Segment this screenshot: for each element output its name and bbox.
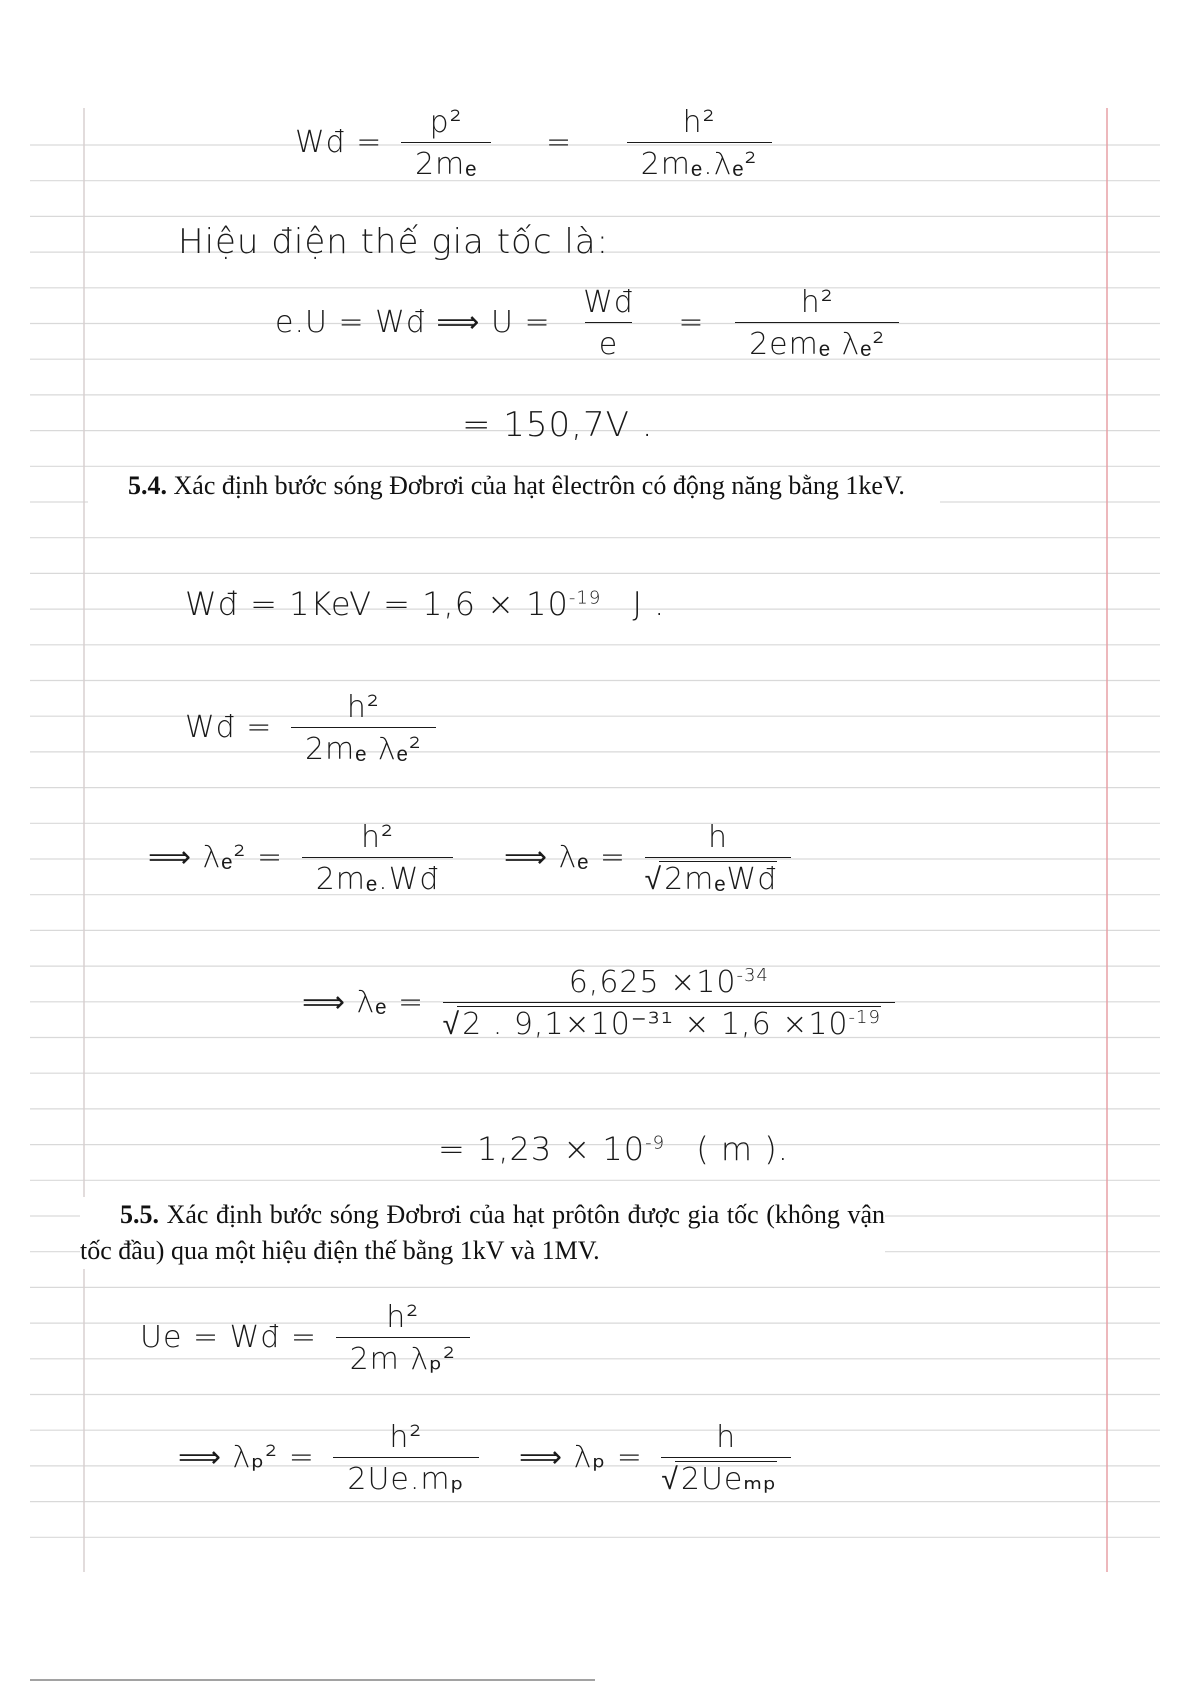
numerator-p2: p² [429,105,463,140]
numerator-h2: h² [346,690,380,725]
formula-ue [140,1300,478,1377]
result-lambda-value: = 1,23 × 10 [438,1130,646,1168]
unit-joule: J . [632,585,666,623]
fraction-h2-over-2me-wd [302,820,454,897]
result-lambda-e [438,1130,789,1168]
wd-1kev-text: Wđ = 1KeV = 1,6 × 10 [185,585,569,623]
denominator-2me: 2mₑ [401,142,491,182]
fraction-p2-over-2me [401,105,491,182]
numerator-h2: h² [682,105,716,140]
denominator-2ue-mp: 2Ue.mₚ [333,1457,478,1497]
numerator-h2: h² [386,1300,420,1335]
implies-lambda: ⟹ λₑ = [503,840,627,875]
implies-lambda-p: ⟹ λₚ = [519,1440,643,1475]
equals-sign: = [545,125,573,160]
numerator-h: h [707,820,728,855]
formula-eU [275,285,907,362]
denominator-2me-wd: 2mₑ.Wđ [302,857,454,897]
fraction-h2-over-2me-lambda2 [291,690,436,767]
formula-wd-1kev [185,585,665,623]
formula-wd-h2 [185,690,444,767]
unit-meter: ( m ). [696,1130,789,1168]
exponent-neg19: -19 [848,1007,881,1028]
denominator-2me-lambda2: 2mₑ.λₑ² [627,142,772,182]
problem-5-5 [80,1197,885,1269]
exponent-neg34: -34 [736,965,769,986]
formula-lambda-e-numeric [302,965,903,1042]
fraction-h2-over-2eme-lambda2 [735,285,899,362]
problem-text: Xác định bước sóng Đơbrơi của hạt êlectrôn có động năng bằng 1keV. [173,471,905,500]
denominator-sqrt [645,857,792,897]
numerator-6625 [555,965,783,1002]
heading-hieu-dien-the: Hiệu điện thế gia tốc là: [178,222,610,262]
numerator-h2: h² [800,285,834,320]
problem-5-4 [88,468,940,504]
sqrt-2uemp: √ 2Ueₘₚ [675,1461,777,1497]
sqrt-numeric [457,1006,881,1042]
implies-lambda-e: ⟹ λₑ = [302,985,425,1020]
denominator-2m-lambda-p2: 2m λₚ² [336,1337,470,1377]
exponent-neg9: -9 [645,1132,666,1154]
implies-lambda2: ⟹ λₑ² = [148,840,284,875]
ue-line: Ue = Wđ = [140,1320,318,1355]
denominator-e: e [585,322,632,362]
eU-expression: e.U = Wđ ⟹ U = [275,305,551,340]
formula-lambda-e [148,820,799,897]
numerator-h2: h² [361,820,395,855]
numerator-h2: h² [389,1420,423,1455]
denominator-2me-lambda2: 2mₑ λₑ² [291,727,436,767]
formula-wd-kinetic [295,105,780,182]
sqrt-2me-wd: √ 2mₑWđ [659,861,778,897]
fraction-h2-over-2ue-mp [333,1420,478,1497]
wd-eq: Wđ = [185,710,273,745]
fraction-h2-over-2m-lambda-p2 [336,1300,470,1377]
implies-lambda-p2: ⟹ λₚ² = [178,1440,315,1475]
fraction-h-over-sqrt-2uemp [661,1420,791,1497]
numerator-h: h [716,1420,737,1455]
denominator-sqrt [661,1457,791,1497]
result-U: = 150,7V . [462,405,654,445]
denominator-2eme-lambda2: 2emₑ λₑ² [735,322,899,362]
exponent-neg19: -19 [568,587,602,609]
numerator-wd: Wđ [583,285,634,320]
equals-sign: = [678,305,705,340]
problem-text: Xác định bước sóng Đơbrơi của hạt prôtôn được gia tốc (không vận tốc đầu) qua một hiệu điện thế bằng 1kV và 1MV. [80,1200,885,1265]
formula-lambda-p [178,1420,799,1497]
num-6625: 6,625 ×10 [568,965,737,1000]
denominator-numeric [443,1002,895,1042]
fraction-h2-over-2me-lambda2 [627,105,772,182]
problem-number: 5.4. [128,471,167,500]
fraction-numeric [443,965,895,1042]
fraction-wd-over-e [569,285,648,362]
wd-lhs: Wđ = [295,125,383,160]
den-values: 2 . 9,1×10⁻³¹ × 1,6 ×10 [462,1007,849,1042]
problem-number: 5.5. [120,1200,159,1229]
fraction-h-over-sqrt [645,820,792,897]
